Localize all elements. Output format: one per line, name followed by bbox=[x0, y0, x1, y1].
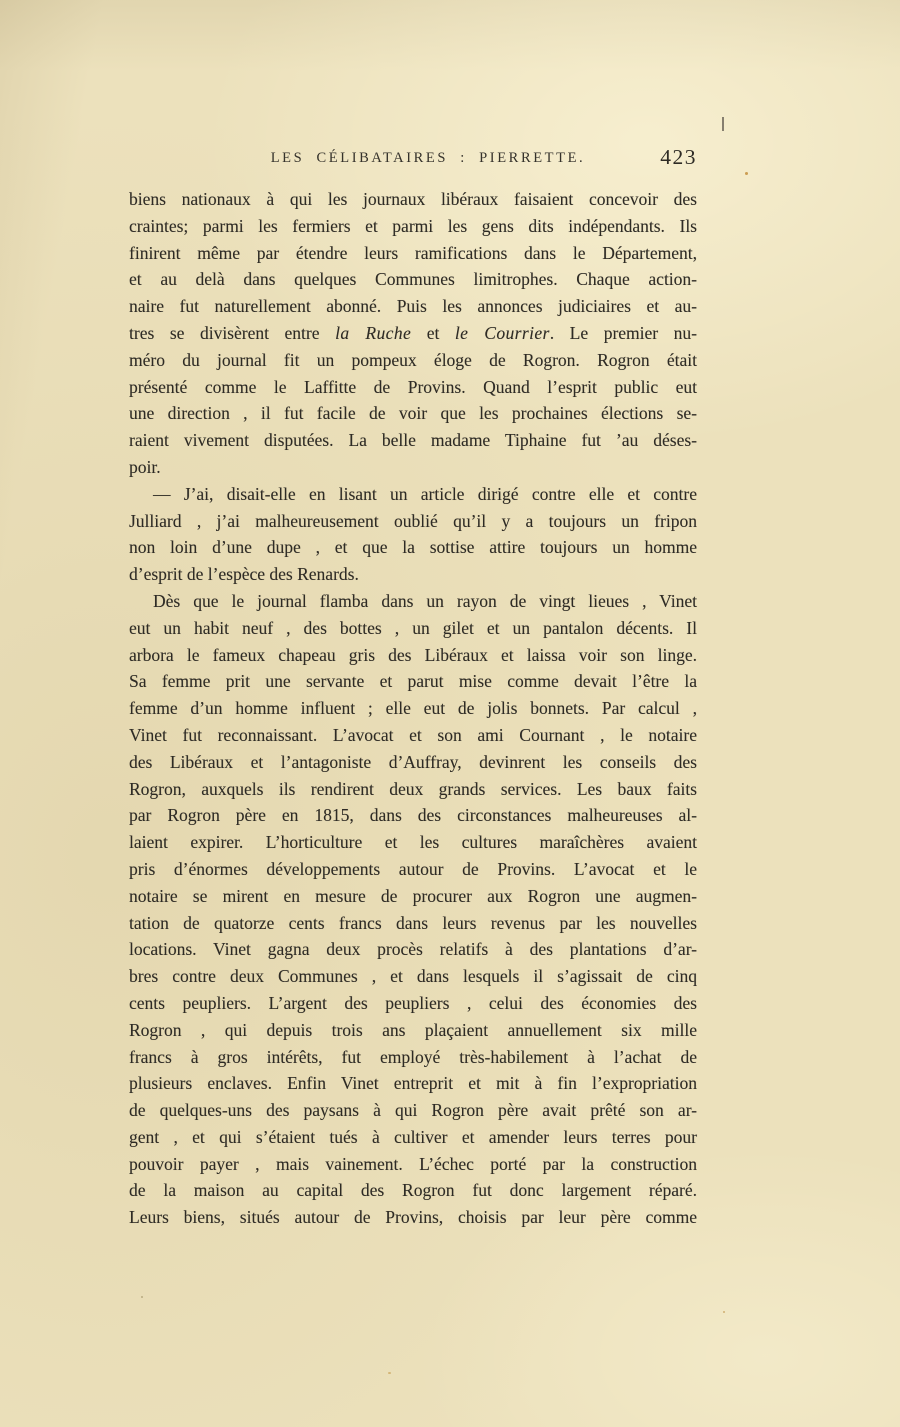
text-line: Rogron , qui depuis trois ans plaçaient annuellement six mille bbox=[129, 1019, 697, 1040]
text-line: raient vivement disputées. La belle madame Tiphaine fut ’au déses- bbox=[129, 430, 697, 451]
text-line: Julliard , j’ai malheureusement oublié qu’il y a toujours un fripon bbox=[129, 510, 697, 531]
paragraph bbox=[129, 588, 697, 1231]
text-line: finirent même par étendre leurs ramifications dans le Département, bbox=[129, 242, 697, 263]
text-line: pouvoir payer , mais vainement. L’échec porté par la construction bbox=[129, 1153, 697, 1174]
text-line: locations. Vinet gagna deux procès relatifs à des plantations d’ar- bbox=[129, 939, 697, 960]
text-line: cents peupliers. L’argent des peupliers , celui des économies des bbox=[129, 992, 697, 1013]
text-line: — J’ai, disait-elle en lisant un article dirigé contre elle et contre bbox=[153, 483, 697, 504]
text-line: biens nationaux à qui les journaux libéraux faisaient concevoir des bbox=[129, 189, 697, 209]
text-line: femme d’un homme influent ; elle eut de jolis bonnets. Par calcul , bbox=[129, 698, 697, 719]
text-line: et au delà dans quelques Communes limitrophes. Chaque action- bbox=[129, 269, 697, 290]
text-line: naire fut naturellement abonné. Puis les annonces judiciaires et au- bbox=[129, 296, 697, 317]
text-line: Vinet fut reconnaissant. L’avocat et son ami Cournant , le notaire bbox=[129, 724, 697, 745]
journal-name-le-courrier: le Courrier bbox=[454, 322, 550, 343]
paper-speck bbox=[388, 1372, 391, 1374]
text-line: Sa femme prit une servante et parut mise comme devait l’être la bbox=[129, 671, 697, 692]
text-line: francs à gros intérêts, fut employé très-habilement à l’achat de bbox=[129, 1046, 697, 1067]
page-number: 423 bbox=[660, 145, 697, 169]
text-line: par Rogron père en 1815, dans des circonstances malheureuses al- bbox=[129, 805, 697, 826]
text-line: gent , et qui s’étaient tués à cultiver et amender leurs terres pour bbox=[129, 1126, 697, 1147]
text-line: notaire se mirent en mesure de procurer aux Rogron une augmen- bbox=[129, 885, 697, 906]
text-line: une direction , il fut facile de voir que les prochaines élections se- bbox=[129, 403, 697, 424]
paper-speck bbox=[723, 1311, 725, 1313]
running-head bbox=[129, 145, 697, 176]
body-text bbox=[129, 186, 697, 1231]
text-line: méro du journal fit un pompeux éloge de Rogron. Rogron était bbox=[129, 349, 697, 370]
text-line: poir. bbox=[129, 456, 161, 477]
text-line: eut un habit neuf , des bottes , un gilet et un pantalon décents. Il bbox=[129, 617, 697, 638]
text-line: craintes; parmi les fermiers et parmi les gens dits indépendants. Ils bbox=[129, 215, 697, 236]
text-line: Rogron, auxquels ils rendirent deux grands services. Les baux faits bbox=[129, 778, 697, 799]
text-line: bres contre deux Communes , et dans lesquels il s’agissait de cinq bbox=[129, 966, 697, 987]
journal-name-la-ruche: la Ruche bbox=[335, 322, 412, 343]
paper-speck bbox=[141, 1296, 143, 1298]
text-line: non loin d’une dupe , et que la sottise attire toujours un homme bbox=[129, 537, 697, 558]
paragraph bbox=[129, 481, 697, 588]
text-run: tres se divisèrent entre bbox=[129, 322, 336, 343]
text-line: Dès que le journal flamba dans un rayon de vingt lieues , Vinet bbox=[153, 590, 697, 611]
text-line: présenté comme le Laffitte de Provins. Quand l’esprit public eut bbox=[129, 376, 697, 397]
text-line: de quelques-uns des paysans à qui Rogron père avait prêté son ar- bbox=[129, 1100, 697, 1121]
scan-artifact-mark bbox=[722, 117, 724, 131]
text-run: . Le premier nu- bbox=[549, 322, 697, 343]
paragraph bbox=[129, 186, 697, 481]
text-line: des Libéraux et l’antagoniste d’Auffray, devinrent les conseils des bbox=[129, 751, 697, 772]
text-line: arbora le fameux chapeau gris des Libéraux et laissa voir son linge. bbox=[129, 644, 697, 665]
text-line: d’esprit de l’espèce des Renards. bbox=[129, 564, 359, 585]
text-run: et bbox=[411, 322, 455, 343]
text-line: tation de quatorze cents francs dans leurs revenus par les nouvelles bbox=[129, 912, 697, 933]
paper-speck bbox=[745, 172, 748, 175]
text-line: plusieurs enclaves. Enfin Vinet entreprit et mit à fin l’expropriation bbox=[129, 1073, 697, 1094]
text-line: de la maison au capital des Rogron fut donc largement réparé. bbox=[129, 1180, 697, 1201]
running-title: LES CÉLIBATAIRES : PIERRETTE. bbox=[270, 150, 586, 166]
text-line: pris d’énormes développements autour de Provins. L’avocat et le bbox=[129, 858, 697, 879]
text-line: laient expirer. L’horticulture et les cultures maraîchères avaient bbox=[129, 832, 697, 853]
text-line: Leurs biens, situés autour de Provins, choisis par leur père comme bbox=[129, 1207, 697, 1228]
text-line bbox=[129, 320, 697, 347]
